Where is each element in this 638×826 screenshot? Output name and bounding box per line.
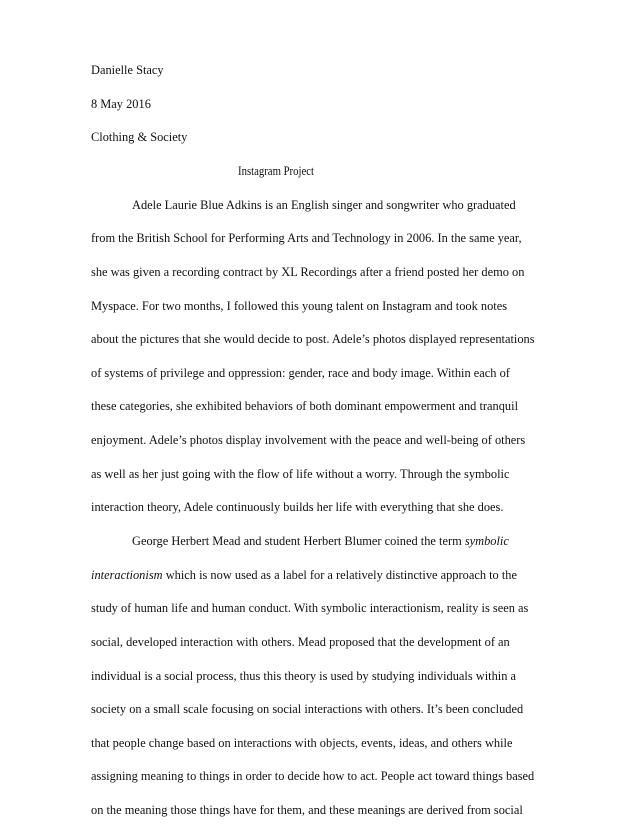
course-name: Clothing & Society <box>91 130 188 145</box>
italic-term: symbolic <box>464 533 509 548</box>
author-name: Danielle Stacy <box>91 63 164 77</box>
paragraph-1-line: these categories, she exhibited behaviors of both dominant empowerment and tranquil <box>91 399 519 414</box>
paragraph-2-line: society on a small scale focusing on social interactions with others. It’s been concluded <box>91 702 524 717</box>
paragraph-2-line: that people change based on interactions with objects, events, ideas, and others while <box>91 735 513 750</box>
paragraph-1-line: of systems of privilege and oppression: gender, race and body image. Within each of <box>91 365 510 380</box>
paragraph-1-line: she was given a recording contract by XL Recordings after a friend posted her demo on <box>91 264 525 279</box>
paragraph-1-line: about the pictures that she would decide to post. Adele’s photos displayed representations <box>91 332 535 347</box>
paragraph-2-line <box>91 567 517 583</box>
paragraph-1-line: enjoyment. Adele’s photos display involvement with the peace and well-being of others <box>91 433 526 447</box>
italic-term: interactionism <box>91 567 163 582</box>
paragraph-2-line: individual is a social process, thus this theory is used by studying individuals within a <box>91 668 517 683</box>
paragraph-1-line: interaction theory, Adele continuously builds her life with everything that she does. <box>91 500 504 515</box>
paper-title: Instagram Project <box>238 163 314 178</box>
paragraph-2-line: on the meaning those things have for them, and these meanings are derived from social <box>91 803 523 817</box>
paragraph-1-line: Myspace. For two months, I followed this young talent on Instagram and took notes <box>91 298 508 313</box>
paragraph-1-line: as well as her just going with the flow of life without a worry. Through the symbolic <box>91 466 510 481</box>
paragraph-1-line: from the British School for Performing Arts and Technology in 2006. In the same year, <box>91 231 522 246</box>
paragraph-2-text: which is now used as a label for a relatively distinctive approach to the <box>162 567 517 582</box>
paragraph-2-line <box>132 533 509 549</box>
paragraph-2-line: social, developed interaction with others. Mead proposed that the development of an <box>91 634 510 649</box>
date-line: 8 May 2016 <box>91 96 151 111</box>
paragraph-2-text: George Herbert Mead and student Herbert Blumer coined the term <box>132 533 465 548</box>
paragraph-2-line: assigning meaning to things in order to decide how to act. People act toward things based <box>91 769 535 784</box>
paragraph-1-line: Adele Laurie Blue Adkins is an English singer and songwriter who graduated <box>132 197 516 212</box>
paragraph-2-line: study of human life and human conduct. With symbolic interactionism, reality is seen as <box>91 601 529 616</box>
